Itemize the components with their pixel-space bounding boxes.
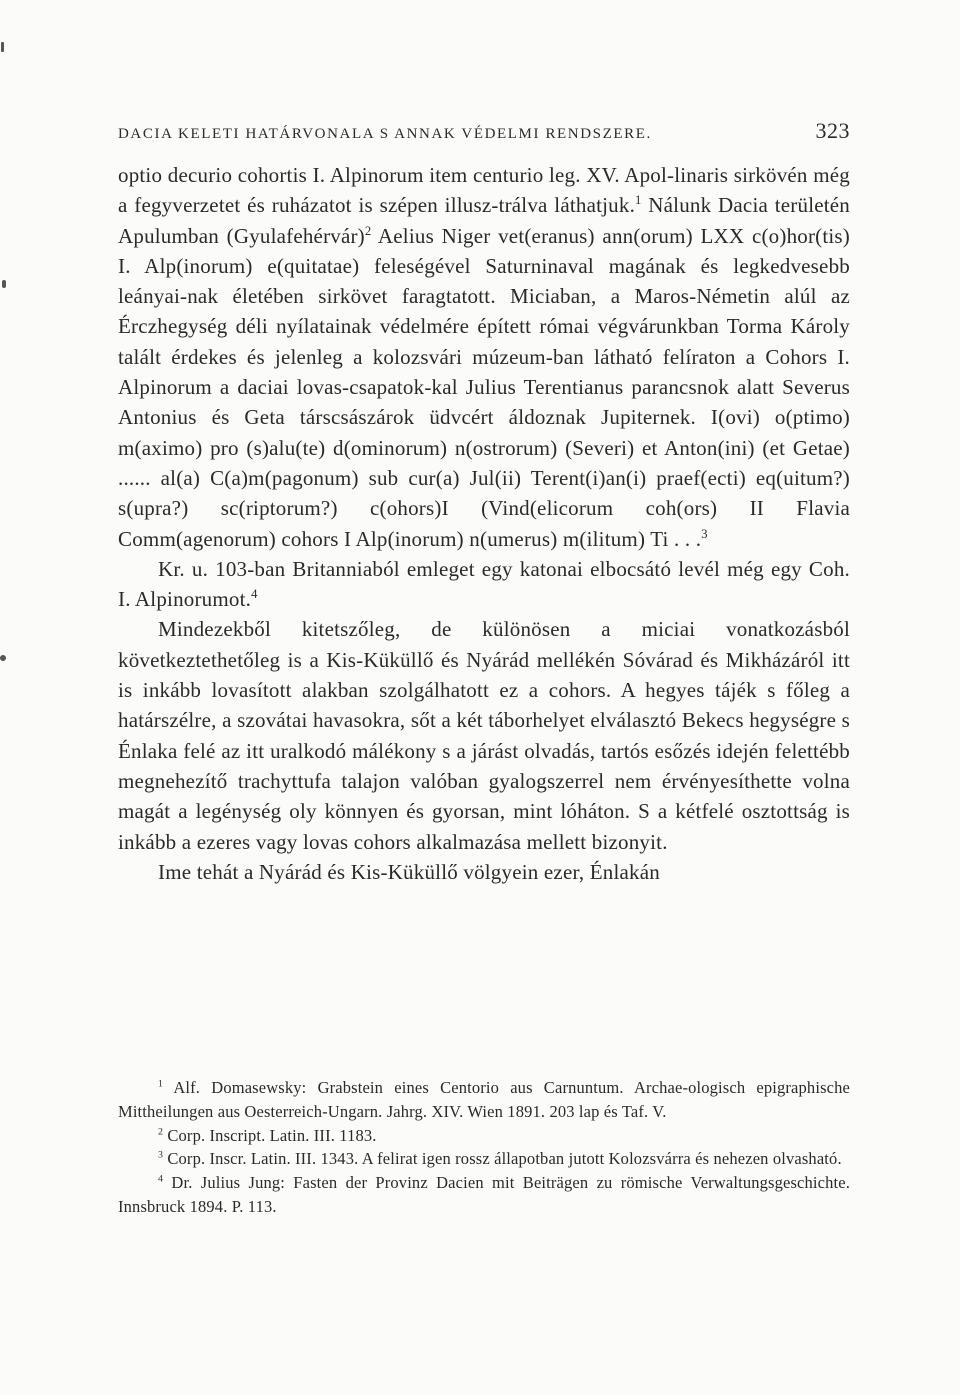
footnote-mark: 3 — [158, 1149, 164, 1161]
footnote-mark: 4 — [158, 1173, 164, 1185]
scan-speck — [1, 42, 4, 52]
page-number: 323 — [815, 118, 850, 143]
paragraph: optio decurio cohortis I. Alpinorum item centurio leg. XV. Apol-linaris sirkövén még a fegyverzetet és ruházatot is szépen illusz-trálva láthatjuk.$^1$ Nálunk Dacia területén Apulumban (Gyulafehérvár)$^2$ Aelius Niger vet(eranus) ann(orum) LXX c(o)hor(tis) I. Alp(inorum) e(quitatae) feleségével Saturninaval magának és legkedvesebb leányai-nak életében sirkövet faragtatott. Miciaban, a Maros-Németin alúl az Érczhegység déli nyílatainak védelmére épített római végvárunkban Torma Károly talált érdekes és jelenleg a kolozsvári múzeum-ban látható felíraton a Cohors I. Alpinorum a daciai lovas-csapatok-kal Julius Terentianus parancsnok alatt Severus Antonius és Geta társcsászárok üdvcért áldoznak Jupiternek. I(ovi) o(ptimo) m(aximo) pro (s)alu(te) d(ominorum) n(ostrorum) (Severi) et Anton(ini) (et Getae) ...... al(a) C(a)m(pagonum) sub cur(a) Jul(ii) Terent(i)an(i) praef(ecti) eq(uitum?) s(upra?) sc(riptorum?) c(ohors)I (Vind(elicorum coh(ors) II Flavia Comm(agenorum) cohors I Alp(inorum) n(umerus) m(ilitum) Ti . . .$^3$ — [118, 163, 851, 551]
scan-speck — [2, 280, 6, 288]
footnote: $^4$ Dr. Julius Jung: Fasten der Provinz Dacien mit Beiträgen zu römische Verwaltungsgeschichte. Innsbruck 1894. P. 113. — [118, 1173, 850, 1216]
footnote: $^1$ Alf. Domasewsky: Grabstein eines Centorio aus Carnuntum. Archae-ologisch epigraphische Mittheilungen aus Oesterreich-Ungarn. Jahrg. XIV. Wien 1891. 203 lap és Taf. V. — [118, 1078, 850, 1121]
footnote-ref: 4 — [251, 587, 258, 602]
scan-speck — [0, 655, 6, 661]
footnote-mark: 1 — [158, 1078, 164, 1090]
running-head — [118, 118, 850, 144]
footnote-ref: 3 — [701, 526, 708, 541]
footnotes — [118, 1076, 850, 1219]
footnote-ref: 2 — [364, 223, 372, 238]
footnote: $^2$ Corp. Inscript. Latin. III. 1183. — [158, 1125, 377, 1145]
paragraph: Ime tehát a Nyárád és Kis-Küküllő völgyein ezer, Énlakán — [158, 859, 660, 884]
main-text — [118, 160, 850, 887]
footnote-mark: 2 — [158, 1126, 164, 1138]
footnote: $^3$ Corp. Inscr. Latin. III. 1343. A felirat igen rossz állapotban jutott Kolozsvárra és nehezen olvasható. — [158, 1149, 842, 1169]
footnote-ref: 1 — [635, 193, 642, 208]
running-head-title: DACIA KELETI HATÁRVONALA S ANNAK VÉDELMI RENDSZERE. — [118, 126, 652, 142]
paragraph: Kr. u. 103-ban Britanniaból emleget egy katonai elbocsátó levél még egy Coh. I. Alpinorumot.$^4$ — [118, 556, 850, 612]
paragraph: Mindezekből kitetszőleg, de különösen a miciai vonatkozásból következtethetőleg is a Kis-Küküllő és Nyárád mellékén Sóvárad és Mikházáról itt is inkább lovasított alakban szolgálhatott ez a cohors. A hegyes tájék s főleg a határszélre, a szovátai havasokra, sőt a két táborhelyet elválasztó Bekecs hegységre s Énlaka felé az itt uralkodó málékony s a járást olvadás, tartós esőzés idején felettébb megnehezítő trachyttufa talajon valóban gyalogszerrel nem érvényesíthette volna magát a legénység oly könnyen és gyorsan, mint lóháton. S a kétfelé osztottság is inkább a ezeres vagy lovas cohors alkalmazása mellett bizonyit. — [118, 617, 851, 854]
